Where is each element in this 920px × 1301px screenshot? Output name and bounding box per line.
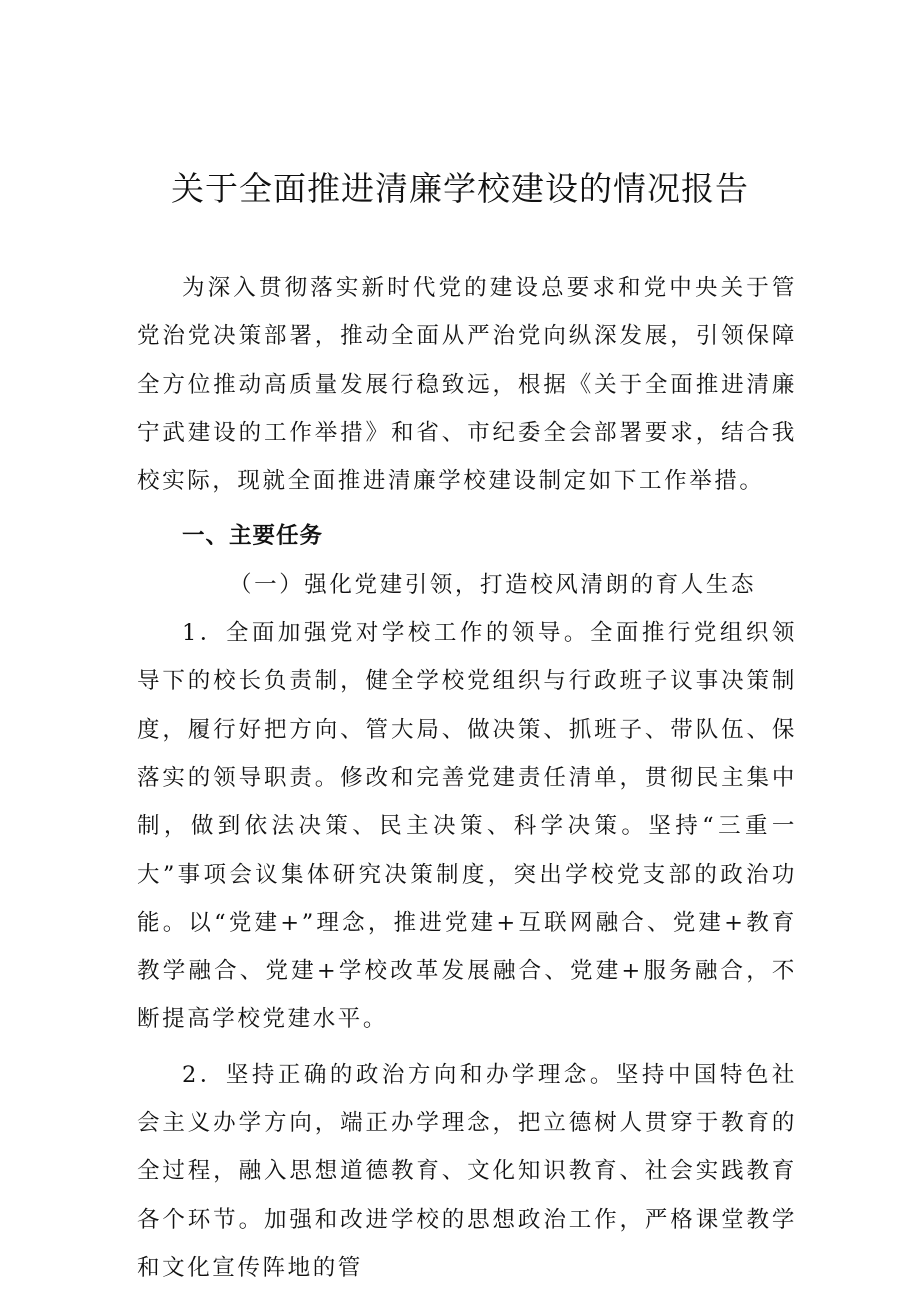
- spacer: [137, 505, 797, 512]
- subsection-heading-party-building: （一）强化党建引领，打造校风清朗的育人生态: [229, 571, 757, 598]
- spacer: [137, 1044, 797, 1051]
- item-1-paragraph: 1．全面加强党对学校工作的领导。全面推行党组织领导下的校长负责制，健全学校党组织与行政班子议事决策制度，履行好把方向、管大局、做决策、抓班子、带队伍、保落实的领导职责。修改和完善党建责任清单，贯彻民主集中制，做到依法决策、民主决策、科学决策。坚持“三重一大”事项会议集体研究决策制度，突出学校党支部的政治功能。以“党建+”理念，推进党建+互联网融合、党建+教育教学融合、党建+学校改革发展融合、党建+服务融合，不断提高学校党建水平。: [137, 620, 797, 1033]
- section-heading-main-tasks: 一、主要任务: [182, 523, 324, 550]
- document-body: [137, 264, 797, 1292]
- item-2-paragraph: 2．坚持正确的政治方向和办学理念。坚持中国特色社会主义办学方向，端正办学理念，把立德树人贯穿于教育的全过程，融入思想道德教育、文化知识教育、社会实践教育各个环节。加强和改进学校的思想政治工作，严格课堂教学和文化宣传阵地的管: [137, 1061, 797, 1281]
- document-title: 关于全面推进清廉学校建设的情况报告: [171, 169, 749, 208]
- intro-paragraph: 为深入贯彻落实新时代党的建设总要求和党中央关于管党治党决策部署，推动全面从严治党向纵深发展，引领保障全方位推动高质量发展行稳致远，根据《关于全面推进清廉宁武建设的工作举措》和省、市纪委全会部署要求，结合我校实际，现就全面推进清廉学校建设制定如下工作举措。: [137, 275, 797, 495]
